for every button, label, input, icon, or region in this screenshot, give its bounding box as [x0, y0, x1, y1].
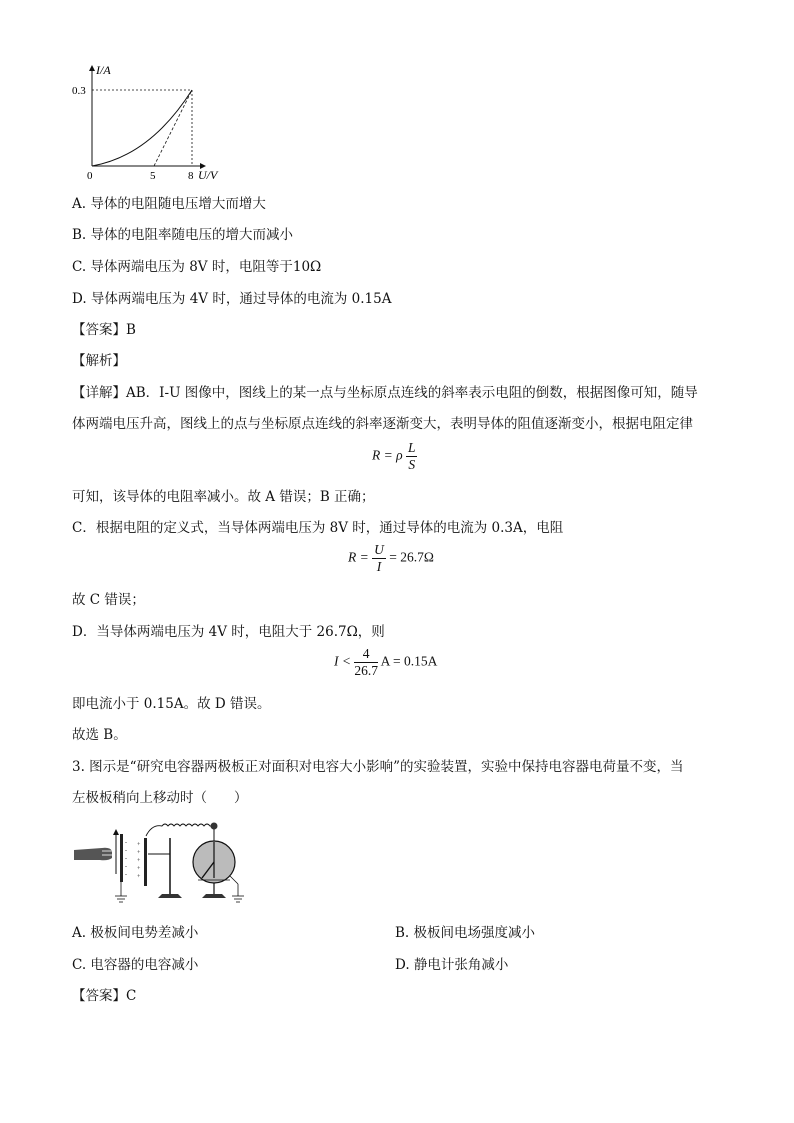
- svg-text:-: -: [125, 872, 127, 878]
- formula3-fraction: [354, 646, 378, 679]
- svg-text:+: +: [137, 850, 141, 856]
- hand-icon: [74, 848, 112, 860]
- formula3-left: I <: [334, 653, 351, 669]
- q3-option-a: A. 极板间电势差减小: [72, 925, 199, 941]
- option-d: D. 导体两端电压为 4V 时，通过导体的电流为 0.15A: [72, 291, 392, 307]
- explanation-line-2: 体两端电压升高，图线上的点与坐标原点连线的斜率逐渐变大，表明导体的阻值逐渐变小，根据电阻定律: [72, 416, 693, 432]
- explanation-line-3: 可知，该导体的电阻率减小。故 A 错误；B 正确；: [72, 489, 375, 505]
- explanation-line-1: 【详解】AB．I-U 图像中，图线上的某一点与坐标原点连线的斜率表示电阻的倒数，根据图像可知，随导: [72, 385, 698, 401]
- explanation-line-4: C．根据电阻的定义式，当导体两端电压为 8V 时，通过导体的电流为 0.3A，电阻: [72, 520, 564, 536]
- tangent-line: [154, 90, 192, 166]
- formula3-right: A = 0.15A: [380, 653, 438, 669]
- formula-resistivity: [372, 440, 417, 473]
- svg-text:-: -: [125, 864, 127, 870]
- formula1-fraction: [406, 440, 418, 473]
- explanation-line-8: 故选 B。: [72, 727, 127, 743]
- right-plate: [144, 838, 147, 886]
- formula2-denominator: I: [376, 559, 382, 574]
- iu-curve: [92, 90, 192, 166]
- formula1-denominator: S: [408, 457, 416, 472]
- svg-text:+: +: [137, 866, 141, 872]
- left-plate-charges: [125, 840, 127, 878]
- y-axis-label: I/A: [96, 63, 111, 77]
- option-c: C. 导体两端电压为 8V 时，电阻等于10Ω: [72, 259, 322, 275]
- x-tick-5: 5: [150, 170, 156, 182]
- option-a: A. 导体的电阻随电压增大而增大: [72, 196, 266, 212]
- explanation-line-5: 故 C 错误；: [72, 592, 145, 608]
- svg-text:+: +: [137, 842, 141, 848]
- x-tick-origin: 0: [87, 170, 93, 182]
- formula1-left: R = ρ: [372, 447, 403, 463]
- svg-text:-: -: [125, 840, 127, 846]
- answer-q3: 【答案】C: [72, 988, 137, 1004]
- iu-graph: [70, 60, 220, 185]
- q3-option-c: C. 电容器的电容减小: [72, 957, 199, 973]
- answer-q2: 【答案】B: [72, 322, 136, 338]
- q3-option-b: B. 极板间电场强度减小: [395, 925, 536, 941]
- right-plate-charges: [137, 842, 141, 880]
- option-b: B. 导体的电阻率随电压的增大而减小: [72, 227, 294, 243]
- svg-text:-: -: [125, 848, 127, 854]
- formula3-numerator: 4: [354, 646, 378, 663]
- capacitor-apparatus-figure: [72, 814, 252, 909]
- coiled-wire: [146, 824, 214, 836]
- formula2-fraction: [372, 542, 386, 575]
- question3-line-2: 左极板稍向上移动时（ ）: [72, 790, 248, 806]
- question3-line-1: 3. 图示是“研究电容器两极板正对面积对电容大小影响”的实验装置，实验中保持电容器电荷量不变，当: [72, 759, 684, 775]
- formula1-numerator: L: [407, 440, 416, 455]
- formula-current: [334, 646, 437, 679]
- formula-resistance: [348, 542, 434, 575]
- x-tick-8: 8: [188, 170, 194, 182]
- svg-text:+: +: [137, 874, 141, 880]
- formula3-denominator: 26.7: [354, 663, 378, 678]
- formula2-numerator: U: [374, 542, 384, 557]
- analysis-header: 【解析】: [72, 353, 126, 369]
- y-tick-label: 0.3: [72, 85, 86, 97]
- formula2-left: R =: [348, 549, 369, 565]
- svg-text:+: +: [137, 858, 141, 864]
- left-plate: [120, 834, 123, 882]
- explanation-line-6: D．当导体两端电压为 4V 时，电阻大于 26.7Ω，则: [72, 624, 385, 640]
- svg-text:-: -: [125, 856, 127, 862]
- explanation-line-7: 即电流小于 0.15A。故 D 错误。: [72, 696, 271, 712]
- q3-option-d: D. 静电计张角减小: [395, 957, 509, 973]
- x-axis-label: U/V: [198, 168, 218, 182]
- formula2-right: = 26.7Ω: [389, 549, 434, 565]
